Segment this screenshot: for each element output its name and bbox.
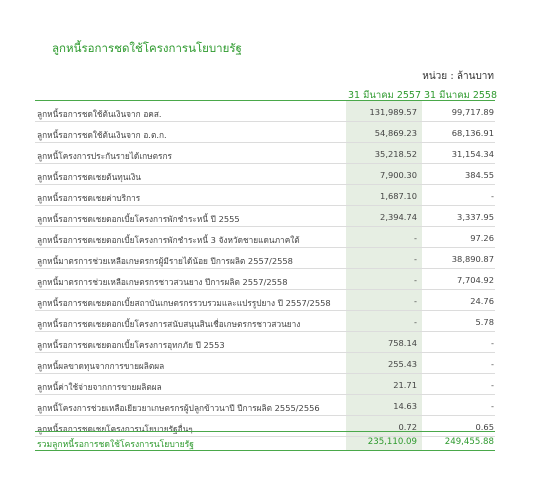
row-label: ลูกหนี้ผลขาดทุนจากการขายผลิตผล <box>37 361 165 371</box>
row-label: ลูกหนี้มาตรการช่วยเหลือเกษตรกรผู้มีรายได้น้อย ปีการผลิต 2557/2558 <box>37 256 293 266</box>
value-2558: 7,704.92 <box>457 275 494 285</box>
table-row <box>35 164 495 185</box>
value-2557: 2,394.74 <box>380 212 417 222</box>
table-row <box>35 374 495 395</box>
value-2557: - <box>414 254 417 264</box>
value-2558: 68,136.91 <box>451 128 494 138</box>
value-2558: - <box>491 338 494 348</box>
table-row <box>35 122 495 143</box>
table-row <box>35 143 495 164</box>
value-2558: - <box>491 401 494 411</box>
table-row <box>35 395 495 416</box>
row-label: ลูกหนี้โครงการประกันรายได้เกษตรกร <box>37 151 172 161</box>
column-header-2557: 31 มีนาคม 2557 <box>348 90 422 101</box>
value-2558: 38,890.87 <box>451 254 494 264</box>
unit-label: หน่วย : ล้านบาท <box>422 71 494 82</box>
total-label: รวมลูกหนี้รอการชดใช้โครงการนโยบายรัฐ <box>37 440 194 450</box>
table-row <box>35 101 495 122</box>
value-2557: 21.71 <box>393 380 417 390</box>
total-value-2558: 249,455.88 <box>444 437 494 447</box>
total-row <box>35 431 495 451</box>
table-row <box>35 311 495 332</box>
row-label: ลูกหนี้รอการชดเชยต้นทุนเงิน <box>37 172 141 182</box>
value-2557: 131,989.57 <box>369 107 417 117</box>
value-2558: 3,337.95 <box>457 212 494 222</box>
value-2557: - <box>414 275 417 285</box>
row-label: ลูกหนี้รอการชดเชยดอกเบี้ยโครงการอุทกภัย ปี 2553 <box>37 340 225 350</box>
value-2557: 7,900.30 <box>380 170 417 180</box>
value-2558: - <box>491 380 494 390</box>
row-label: ลูกหนี้รอการชดเชยค่าบริการ <box>37 193 141 203</box>
table-row <box>35 269 495 290</box>
value-2558: 24.76 <box>470 296 494 306</box>
value-2557: 54,869.23 <box>374 128 417 138</box>
value-2557: - <box>414 317 417 327</box>
row-label: ลูกหนี้รอการชดใช้ต้นเงินจาก อ.ต.ก. <box>37 130 167 140</box>
value-2558: 97.26 <box>470 233 494 243</box>
row-label: ลูกหนี้มาตรการช่วยเหลือเกษตรกรชาวสวนยาง ปีการผลิต 2557/2558 <box>37 277 288 287</box>
value-2557: 758.14 <box>387 338 417 348</box>
row-label: ลูกหนี้รอการชดเชยดอกเบี้ยโครงการสนับสนุนสินเชื่อเกษตรกรชาวสวนยาง <box>37 319 301 329</box>
page-title: ลูกหนี้รอการชดใช้โครงการนโยบายรัฐ <box>52 41 242 55</box>
value-2557: 0.72 <box>398 422 417 432</box>
value-2558: - <box>491 191 494 201</box>
value-2557: 1,687.10 <box>380 191 417 201</box>
value-2558: - <box>491 359 494 369</box>
table-row <box>35 185 495 206</box>
value-2558: 5.78 <box>475 317 494 327</box>
row-label: ลูกหนี้รอการชดเชยดอกเบี้ยสถาบันเกษตรกรรวบรวมและแปรรูปยาง ปี 2557/2558 <box>37 298 331 308</box>
value-2558: 99,717.89 <box>451 107 494 117</box>
row-label: ลูกหนี้รอการชดใช้ต้นเงินจาก อคส. <box>37 109 162 119</box>
table-row <box>35 248 495 269</box>
table-row <box>35 353 495 374</box>
receivables-table <box>35 101 495 437</box>
value-2557: 255.43 <box>387 359 417 369</box>
value-2558: 384.55 <box>464 170 494 180</box>
value-2557: - <box>414 296 417 306</box>
value-2558: 31,154.34 <box>451 149 494 159</box>
column-header-2558: 31 มีนาคม 2558 <box>424 90 498 101</box>
value-2557: - <box>414 233 417 243</box>
row-label: ลูกหนี้รอการชดเชยดอกเบี้ยโครงการพักชำระหนี้ ปี 2555 <box>37 214 240 224</box>
row-label: ลูกหนี้รอการชดเชยโครงการนโยบายรัฐอื่นๆ <box>37 424 193 434</box>
table-row <box>35 206 495 227</box>
row-label: ลูกหนี้ค่าใช้จ่ายจากการขายผลิตผล <box>37 382 162 392</box>
table-row <box>35 227 495 248</box>
row-label: ลูกหนี้รอการชดเชยดอกเบี้ยโครงการพักชำระหนี้ 3 จังหวัดชายแดนภาคใต้ <box>37 235 300 245</box>
value-2558: 0.65 <box>475 422 494 432</box>
value-2557: 35,218.52 <box>374 149 417 159</box>
total-value-2557: 235,110.09 <box>367 437 417 447</box>
value-2557: 14.63 <box>393 401 417 411</box>
row-label: ลูกหนี้โครงการช่วยเหลือเยียวยาเกษตรกรผู้ปลูกข้าวนาปี ปีการผลิต 2555/2556 <box>37 403 320 413</box>
table-row <box>35 290 495 311</box>
table-row <box>35 332 495 353</box>
